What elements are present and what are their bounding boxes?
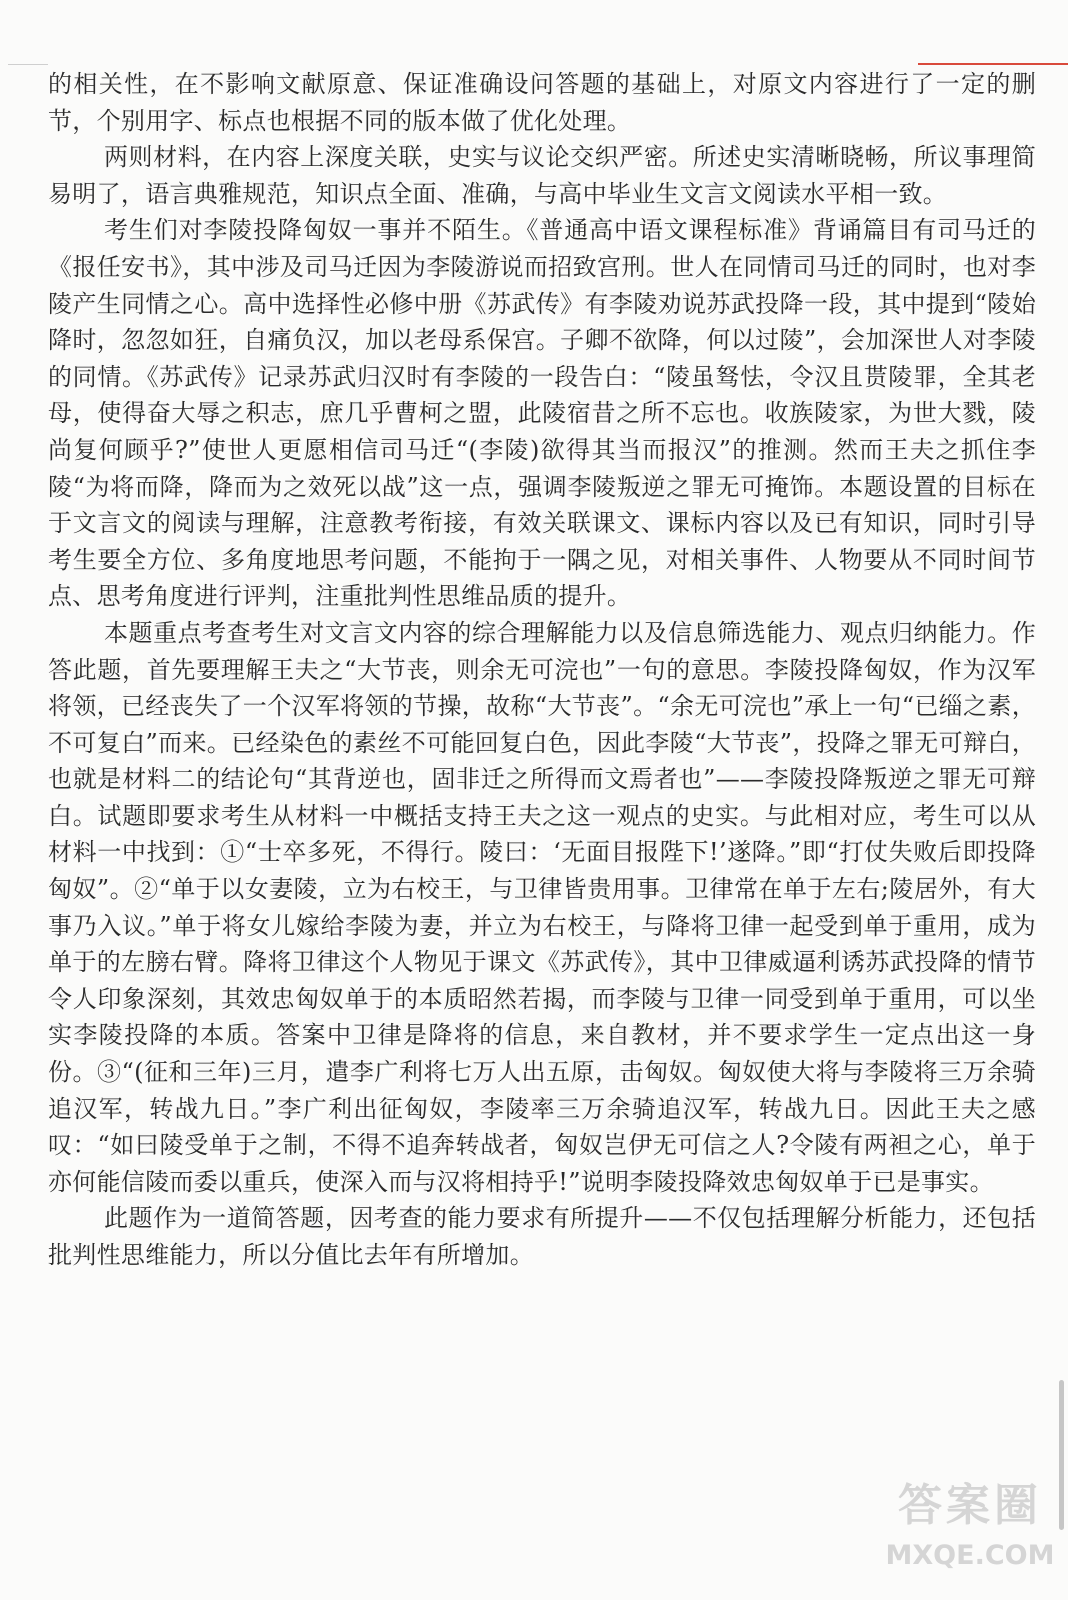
paragraph-5: 此题作为一道简答题，因考查的能力要求有所提升——不仅包括理解分析能力，还包括批判性思维能力，所以分值比去年有所增加。 [48,1204,1036,1269]
top-divider-accent [918,63,1068,65]
paragraph-1: 的相关性，在不影响文献原意、保证准确设问答题的基础上，对原文内容进行了一定的删节，个别用字、标点也根据不同的版本做了优化处理。 [48,70,1036,135]
paragraph-3: 考生们对李陵投降匈奴一事并不陌生。《普通高中语文课程标准》背诵篇目有司马迁的《报任安书》，其中涉及司马迁因为李陵游说而招致宫刑。世人在同情司马迁的同时，也对李陵产生同情之心。高中选择性必修中册《苏武传》有李陵劝说苏武投降一段，其中提到“陵始降时，忽忽如狂，自痛负汉，加以老母系保宫。子卿不欲降，何以过陵”，会加深世人对李陵的同情。《苏武传》记录苏武归汉时有李陵的一段告白：“陵虽驽怯，令汉且贳陵罪，全其老母，使得奋大辱之积志，庶几乎曹柯之盟，此陵宿昔之所不忘也。收族陵家，为世大戮，陵尚复何顾乎?”使世人更愿相信司马迁“(李陵)欲得其当而报汉”的推测。然而王夫之抓住李陵“为将而降，降而为之效死以战”这一点，强调李陵叛逆之罪无可掩饰。本题设置的目标在于文言文的阅读与理解，注意教考衔接，有效关联课文、课标内容以及已有知识，同时引导考生要全方位、多角度地思考问题，不能拘于一隅之见，对相关事件、人物要从不同时间节点、思考角度进行评判，注重批判性思维品质的提升。 [48,216,1036,611]
watermark-domain: MXQE.COM [885,1540,1055,1571]
top-divider-left [8,64,48,65]
paragraph-4: 本题重点考查考生对文言文内容的综合理解能力以及信息筛选能力、观点归纳能力。作答此题，首先要理解王夫之“大节丧，则余无可浣也”一句的意思。李陵投降匈奴，作为汉军将领，已经丧失了一个汉军将领的节操，故称“大节丧”。“余无可浣也”承上一句“已缁之素，不可复白”而来。已经染色的素丝不可能回复白色，因此李陵“大节丧”，投降之罪无可辩白，也就是材料二的结论句“其背逆也，固非迁之所得而文焉者也”——李陵投降叛逆之罪无可辩白。试题即要求考生从材料一中概括支持王夫之这一观点的史实。与此相对应，考生可以从材料一中找到：①“士卒多死，不得行。陵曰：‘无面目报陛下!’遂降。”即“打仗失败后即投降匈奴”。②“单于以女妻陵，立为右校王，与卫律皆贵用事。卫律常在单于左右;陵居外，有大事乃入议。”单于将女儿嫁给李陵为妻，并立为右校王，与降将卫律一起受到单于重用，成为单于的左膀右臂。降将卫律这个人物见于课文《苏武传》，其中卫律威逼利诱苏武投降的情节令人印象深刻，其效忠匈奴单于的本质昭然若揭，而李陵与卫律一同受到单于重用，可以坐实李陵投降的本质。答案中卫律是降将的信息，来自教材，并不要求学生一定点出这一身份。③“(征和三年)三月，遣李广利将七万人出五原，击匈奴。匈奴使大将与李陵将三万余骑追汉军，转战九日。”李广利出征匈奴，李陵率三万余骑追汉军，转战九日。因此王夫之感叹：“如曰陵受单于之制，不得不追奔转战者，匈奴岂伊无可信之人?令陵有两袒之心，单于亦何能信陵而委以重兵，使深入而与汉将相持乎!”说明李陵投降效忠匈奴单于已是事实。 [48,618,1036,1196]
paragraph-2: 两则材料，在内容上深度关联，史实与议论交织严密。所述史实清晰晓畅，所议事理简易明了，语言典雅规范，知识点全面、准确，与高中毕业生文言文阅读水平相一致。 [48,143,1036,208]
document-body [48,66,1036,1274]
watermark-logo-text: 答案圈 [898,1480,1042,1531]
watermark-logo [880,1476,1060,1596]
